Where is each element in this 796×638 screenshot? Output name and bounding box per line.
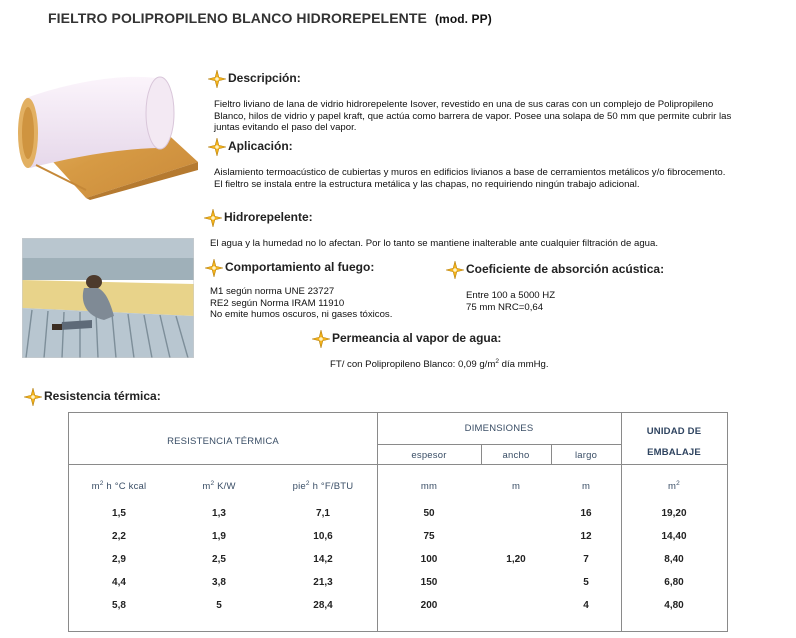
fuego-line-2: RE2 según Norma IRAM 11910 [210, 297, 345, 309]
thermal-resistance-table [68, 412, 728, 632]
unit-m2: $m^2$ [668, 479, 680, 492]
sparkle-star-icon [312, 330, 330, 348]
table-cell: 2,2 [112, 531, 126, 542]
header-unidad-2: EMBALAJE [647, 447, 701, 458]
table-cell: 4 [583, 600, 589, 611]
header-unidad-1: UNIDAD DE [646, 426, 702, 437]
product-title: FIELTRO POLIPROPILENO BLANCO HIDROREPELENTE [48, 10, 427, 26]
unit-m2hckcal: $m^2$ h °C kcal [91, 479, 147, 492]
table-cell: 2,9 [112, 554, 126, 565]
vapor-text [330, 359, 650, 371]
table-cell: 75 [423, 531, 435, 542]
sparkle-star-icon [208, 138, 226, 156]
vapor-heading-label: Permeancia al vapor de agua: [332, 331, 502, 346]
unit-largo-m: m [581, 481, 591, 492]
table-cell: 5,8 [112, 600, 126, 611]
page-title [48, 10, 492, 26]
aplicacion-heading-label: Aplicación: [228, 139, 293, 154]
roof-installation-image [22, 238, 194, 358]
insulation-roll-image [6, 70, 198, 200]
table-divider [377, 413, 378, 631]
table-cell: 1,3 [212, 508, 226, 519]
table-cell: 200 [420, 600, 438, 611]
table-cell: 50 [423, 508, 435, 519]
hidrorepelente-heading [204, 209, 313, 227]
table-cell: 28,4 [313, 600, 333, 611]
header-ancho: ancho [502, 450, 530, 461]
sparkle-star-icon [205, 259, 223, 277]
fuego-line-3: No emite humos oscuros, ni gases tóxicos. [210, 309, 393, 321]
sparkle-star-icon [446, 261, 464, 279]
descripcion-heading [208, 70, 301, 88]
unit-m2kw: $m^2$ K/W [202, 479, 236, 492]
table-divider [621, 413, 622, 631]
table-cell: 10,6 [313, 531, 333, 542]
table-cell: 100 [420, 554, 438, 565]
model-code: (mod. PP) [434, 12, 492, 26]
sparkle-star-icon [208, 70, 226, 88]
table-cell: 150 [420, 577, 438, 588]
aplicacion-text [214, 167, 734, 190]
aplicacion-line-1: Aislamiento termoacústico de cubiertas y muros en edificios livianos a base de cerramientos metálicos y/o fibrocemento. [214, 167, 726, 178]
vapor-heading [312, 330, 501, 348]
hidrorepelente-heading-label: Hidrorepelente: [224, 210, 313, 225]
table-cell: 8,40 [664, 554, 684, 565]
acustica-heading-label: Coeficiente de absorción acústica: [466, 262, 665, 277]
vapor-text-sup: 2 [495, 357, 499, 365]
table-cell: 12 [580, 531, 592, 542]
hidrorepelente-text: El agua y la humedad no lo afectan. Por lo tanto se mantiene inalterable ante cualquier filtración de agua. [210, 238, 659, 249]
table-cell: 1,20 [506, 554, 526, 565]
table-cell: 1,9 [212, 531, 226, 542]
acustica-heading [446, 261, 664, 279]
aplicacion-line-2: El fieltro se instala entre la estructura metálica y las chapas, no requiriendo ningún trabajo adicional. [214, 178, 640, 190]
header-espesor: espesor [411, 450, 447, 461]
table-cell: 2,5 [212, 554, 226, 565]
table-cell: 4,80 [664, 600, 684, 611]
table-cell: 16 [580, 508, 592, 519]
vapor-text-unit: día mmHg. [498, 359, 549, 370]
acustica-text [466, 290, 666, 313]
table-cell: 1,5 [112, 508, 126, 519]
unit-ancho-m: m [511, 481, 521, 492]
header-dimensiones: DIMENSIONES [464, 423, 534, 434]
table-divider [69, 464, 727, 465]
vapor-text-main: FT/ con Polipropileno Blanco: 0,09 g/m [330, 359, 496, 370]
table-cell: 4,4 [112, 577, 126, 588]
header-largo: largo [574, 450, 598, 461]
unit-pie2hfbtu: pie$^2$ h °F/BTU [292, 479, 354, 492]
acustica-line-1: Entre 100 a 5000 HZ [466, 290, 556, 301]
fuego-heading-label: Comportamiento al fuego: [225, 260, 375, 275]
descripcion-heading-label: Descripción: [228, 71, 301, 86]
sparkle-star-icon [204, 209, 222, 227]
sparkle-star-icon [24, 388, 42, 406]
table-cell: 7,1 [316, 508, 330, 519]
table-cell: 3,8 [212, 577, 226, 588]
fuego-heading [205, 259, 374, 277]
resistencia-heading [24, 388, 161, 406]
unit-mm: mm [420, 481, 438, 492]
table-cell: 14,2 [313, 554, 333, 565]
table-cell: 14,40 [661, 531, 687, 542]
acustica-line-2: 75 mm NRC=0,64 [466, 301, 544, 313]
fuego-line-1: M1 según norma UNE 23727 [210, 286, 335, 297]
fuego-text [210, 286, 450, 321]
table-cell: 5 [583, 577, 589, 588]
table-cell: 6,80 [664, 577, 684, 588]
table-cell: 7 [583, 554, 589, 565]
aplicacion-heading [208, 138, 293, 156]
table-divider [377, 444, 621, 445]
table-cell: 5 [216, 600, 222, 611]
table-cell: 21,3 [313, 577, 333, 588]
header-resistencia: RESISTENCIA TÉRMICA [167, 436, 279, 447]
resistencia-heading-label: Resistencia térmica: [44, 389, 161, 404]
table-cell: 19,20 [661, 508, 687, 519]
descripcion-text: Fieltro liviano de lana de vidrio hidrorepelente Isover, revestido en una de sus caras con un complejo de Polipropileno Blanco, hilos de vidrio y papel kraft, que actúa como barrera de vapor. Posee una solapa de 50 mm que permite cubrir las juntas evitando el paso del vapor. [214, 99, 732, 134]
